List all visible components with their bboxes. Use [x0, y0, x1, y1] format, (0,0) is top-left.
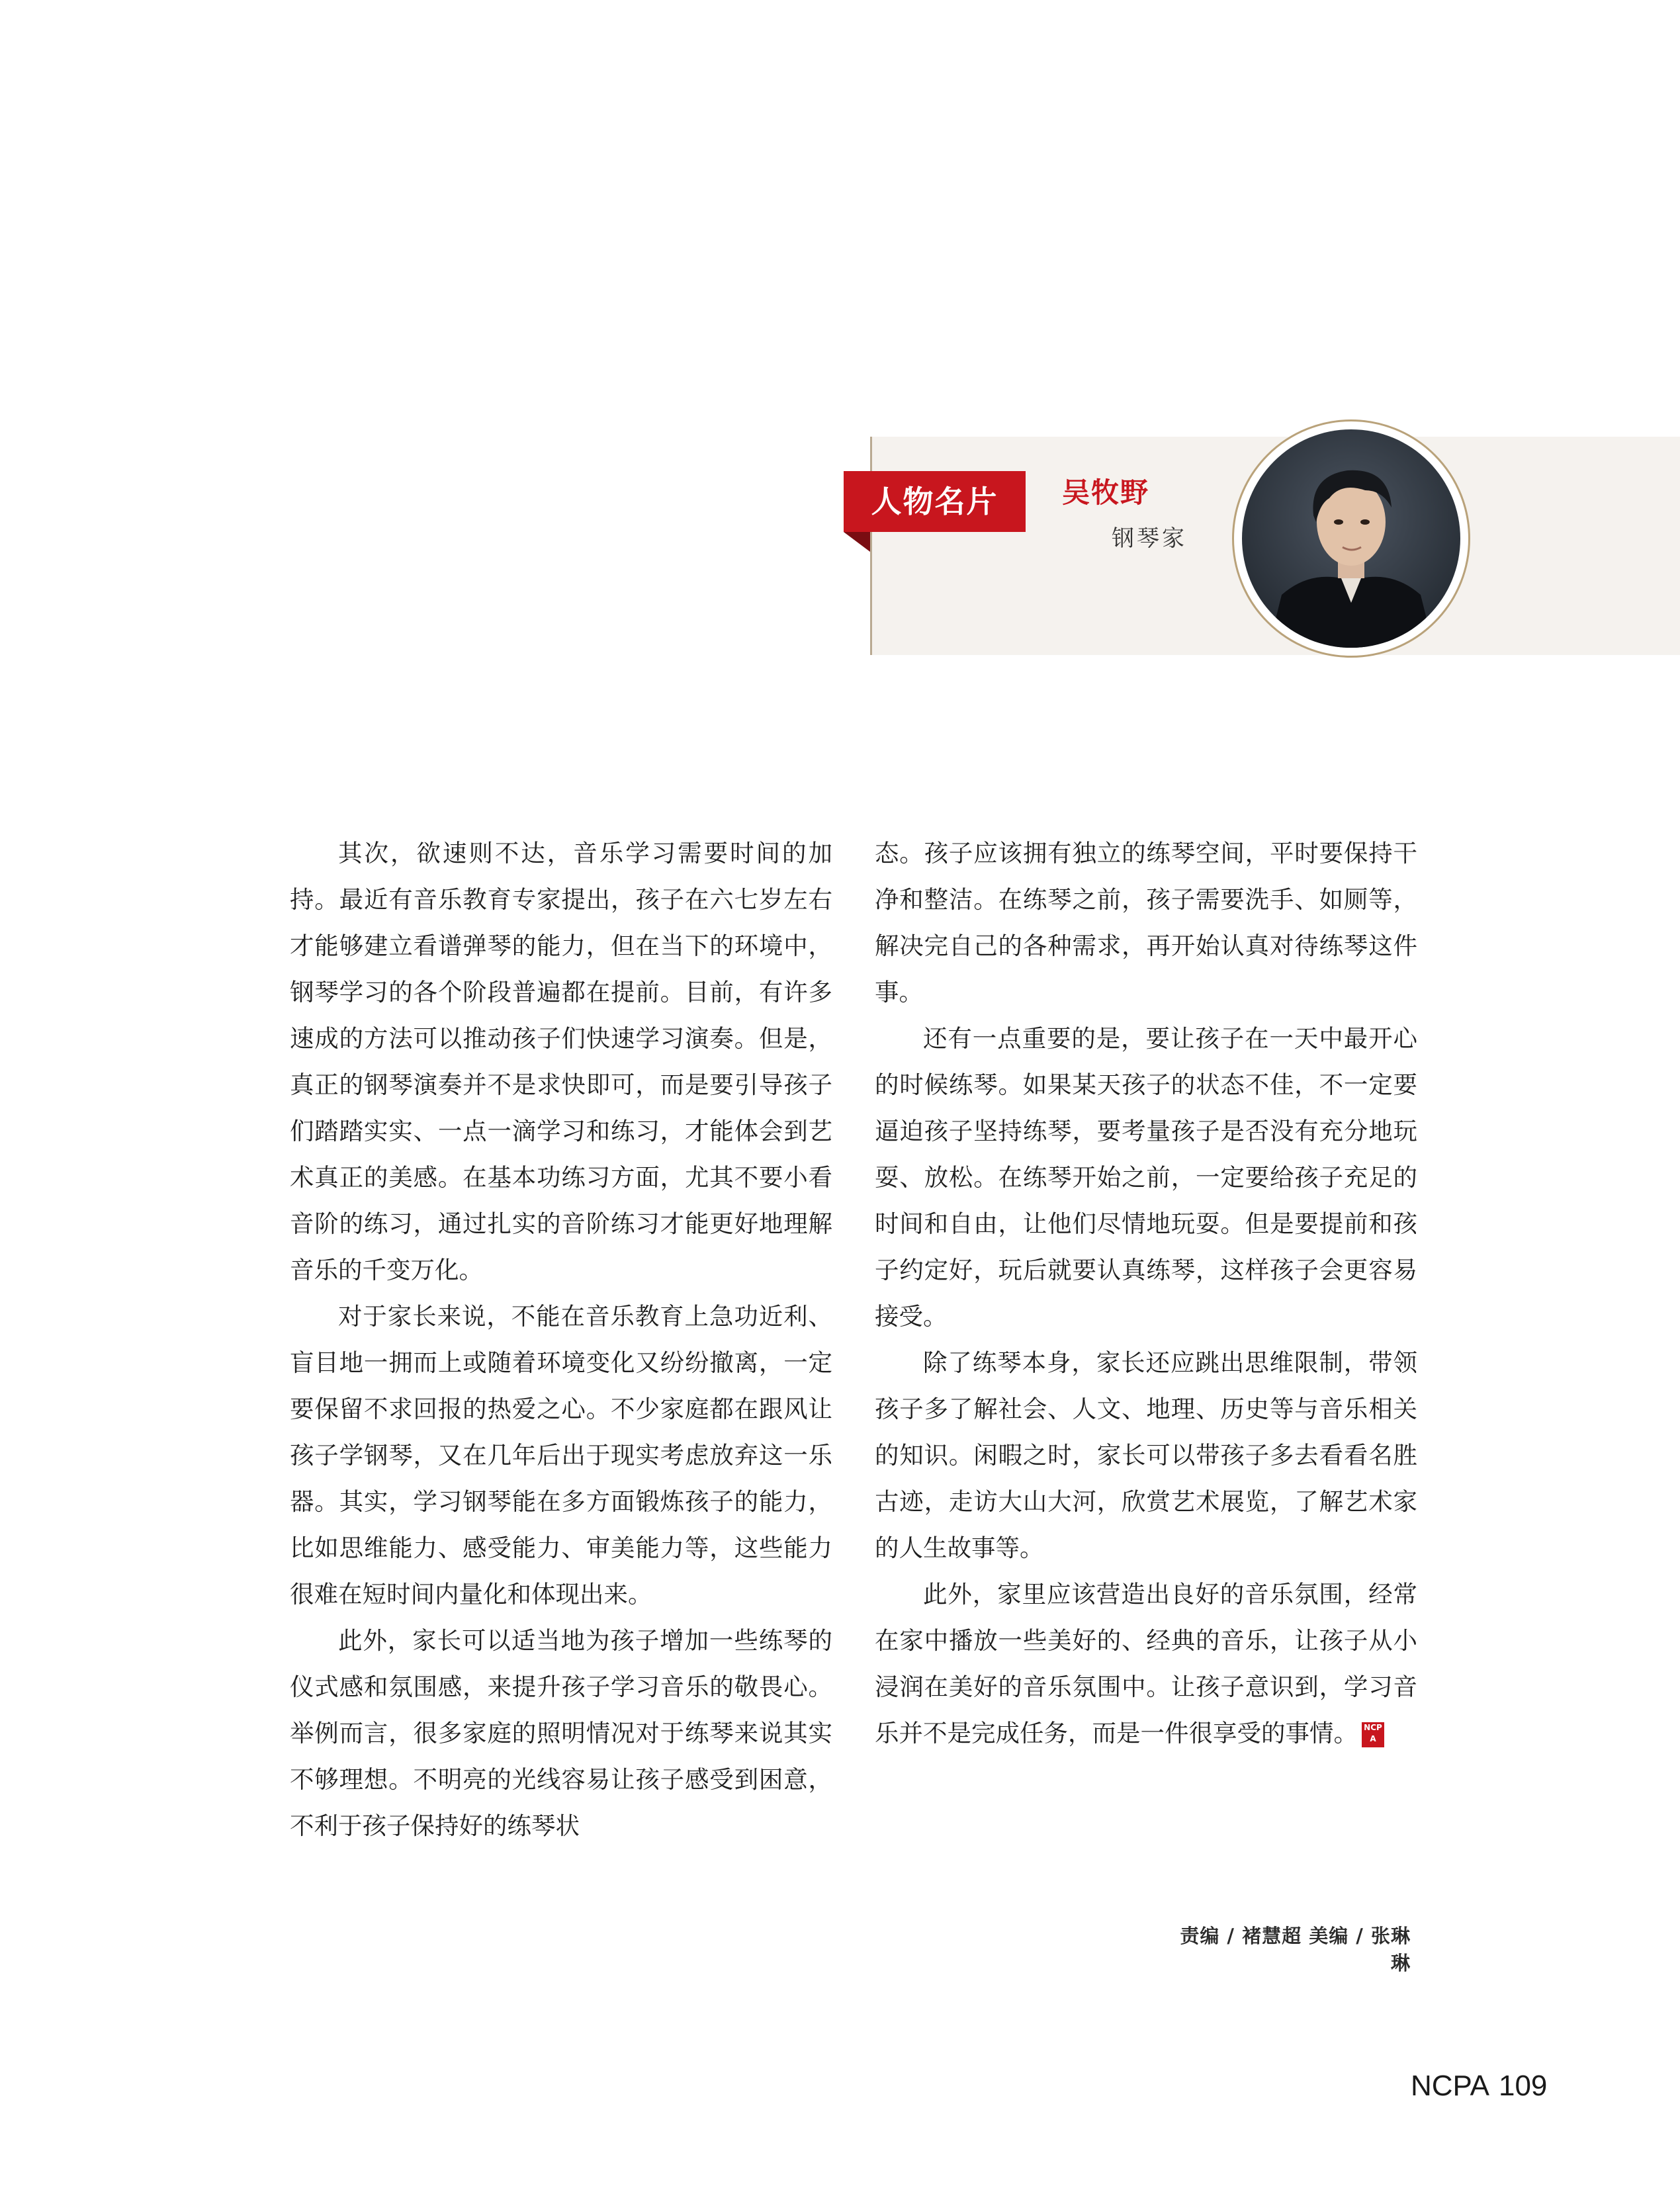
editor-credits: 责编 / 褚慧超 美编 / 张琳琳	[1180, 1925, 1411, 1974]
article-paragraph	[290, 1293, 832, 1618]
paragraph-text: 对于家长来说，不能在音乐教育上急功近利、盲目地一拥而上或随着环境变化又纷纷撤离，一定要保留不求回报的热爱之心。不少家庭都在跟风让孩子学钢琴，又在几年后出于现实考虑放弃这一乐器。其实，学习钢琴能在多方面锻炼孩子的能力，比如思维能力、感受能力、审美能力等，这些能力很难在短时间内量化和体现出来。	[290, 1302, 832, 1608]
article-column-left	[290, 830, 832, 1849]
paragraph-text: 态。孩子应该拥有独立的练琴空间，平时要保持干净和整洁。在练琴之前，孩子需要洗手、如厕等，解决完自己的各种需求，再开始认真对待练琴这件事。	[875, 839, 1417, 1006]
page-number: 109	[1498, 2070, 1548, 2102]
article-column-right	[875, 830, 1417, 1757]
profile-tag-label: 人物名片	[844, 471, 1026, 532]
article-paragraph	[290, 1618, 832, 1849]
profile-portrait	[1232, 419, 1470, 658]
page-footer	[1411, 2070, 1556, 2103]
article-paragraph	[290, 830, 832, 1293]
paragraph-text: 还有一点重要的是，要让孩子在一天中最开心的时候练琴。如果某天孩子的状态不佳，不一定要逼迫孩子坚持练琴，要考量孩子是否没有充分地玩耍、放松。在练琴开始之前，一定要给孩子充足的时间和自由，让他们尽情地玩耍。但是要提前和孩子约定好，玩后就要认真练琴，这样孩子会更容易接受。	[875, 1024, 1417, 1331]
article-paragraph	[875, 1571, 1417, 1757]
paragraph-text: 此外，家里应该营造出良好的音乐氛围，经常在家中播放一些美好的、经典的音乐，让孩子从小浸润在美好的音乐氛围中。让孩子意识到，学习音乐并不是完成任务，而是一件很享受的事情。	[875, 1580, 1417, 1747]
publication-name: NCPA	[1411, 2070, 1489, 2102]
profile-name: 吴牧野	[1062, 476, 1150, 509]
paragraph-text: 此外，家长可以适当地为孩子增加一些练琴的仪式感和氛围感，来提升孩子学习音乐的敬畏心。举例而言，很多家庭的照明情况对于练琴来说其实不够理想。不明亮的光线容易让孩子感受到困意，不利于孩子保持好的练琴状	[290, 1626, 832, 1840]
article-paragraph	[875, 1340, 1417, 1571]
article-paragraph	[875, 830, 1417, 1016]
ncpa-end-mark-icon: NCPA	[1362, 1722, 1384, 1747]
profile-role: 钢琴家	[1112, 525, 1187, 552]
article-paragraph	[875, 1016, 1417, 1340]
paragraph-text: 除了练琴本身，家长还应跳出思维限制，带领孩子多了解社会、人文、地理、历史等与音乐相关的知识。闲暇之时，家长可以带孩子多去看看名胜古迹，走访大山大河，欣赏艺术展览，了解艺术家的人生故事等。	[875, 1348, 1417, 1562]
paragraph-text: 其次，欲速则不达，音乐学习需要时间的加持。最近有音乐教育专家提出，孩子在六七岁左右才能够建立看谱弹琴的能力，但在当下的环境中，钢琴学习的各个阶段普遍都在提前。目前，有许多速成的方法可以推动孩子们快速学习演奏。但是，真正的钢琴演奏并不是求快即可，而是要引导孩子们踏踏实实、一点一滴学习和练习，才能体会到艺术真正的美感。在基本功练习方面，尤其不要小看音阶的练习，通过扎实的音阶练习才能更好地理解音乐的千变万化。	[290, 839, 832, 1284]
portrait-photo-icon	[1242, 429, 1460, 648]
profile-tag-fold	[844, 532, 870, 552]
